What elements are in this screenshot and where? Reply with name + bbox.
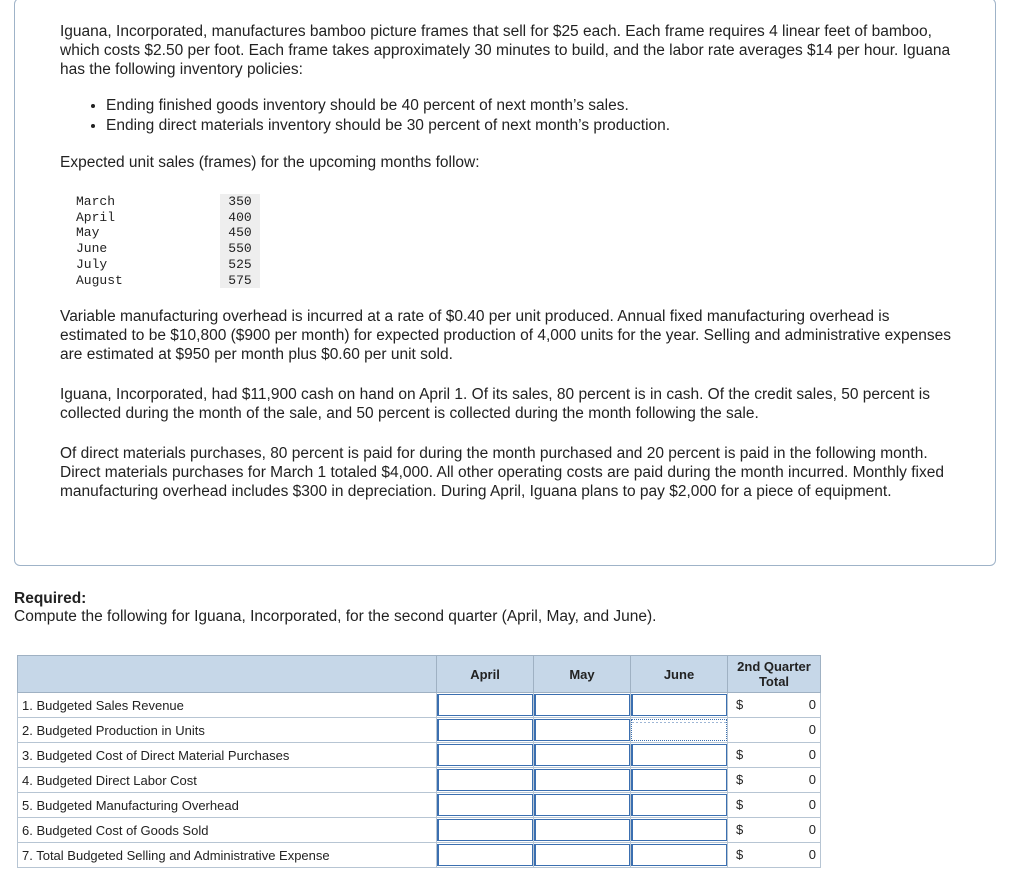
month-cell: August <box>76 272 123 288</box>
currency-symbol: $ <box>736 772 744 787</box>
total-value: 0 <box>808 722 816 737</box>
total-value: 0 <box>808 747 816 762</box>
required-text: Compute the following for Iguana, Incorporated, for the second quarter (April, May, and June). <box>14 608 657 625</box>
currency-symbol: $ <box>736 822 744 837</box>
units-cell: 400 <box>220 210 260 226</box>
may-input[interactable] <box>534 794 630 816</box>
may-input[interactable] <box>534 719 630 741</box>
units-cell: 350 <box>220 194 260 210</box>
header-quarter-total: 2nd Quarter Total <box>728 656 821 693</box>
units-cell: 450 <box>220 225 260 241</box>
april-input[interactable] <box>437 694 533 716</box>
policy-item: • Ending direct materials inventory should be 30 percent of next month’s production. <box>106 116 670 136</box>
quarter-total-cell <box>728 718 821 743</box>
month-cell: April <box>76 209 116 225</box>
month-cell: March <box>76 194 116 209</box>
april-input[interactable] <box>437 844 533 866</box>
total-value: 0 <box>808 847 816 862</box>
table-row <box>18 693 821 718</box>
overhead-paragraph: Variable manufacturing overhead is incurred at a rate of $0.40 per unit produced. Annual fixed manufacturing overhead is estimated to be $10,800 ($900 per month) for expected production of 4,000 units for the year. Selling and administrative expenses are estimated at $950 per month plus $0.60 per unit sold. <box>60 308 951 363</box>
table-row <box>18 818 821 843</box>
row-label: 4. Budgeted Direct Labor Cost <box>18 768 437 793</box>
units-cell: 525 <box>220 257 260 273</box>
row-label: 1. Budgeted Sales Revenue <box>18 693 437 718</box>
header-april: April <box>437 656 534 693</box>
may-input[interactable] <box>534 694 630 716</box>
quarter-total-cell <box>728 693 821 718</box>
currency-symbol: $ <box>736 697 744 712</box>
quarter-total-cell <box>728 818 821 843</box>
may-input[interactable] <box>534 819 630 841</box>
row-label: 2. Budgeted Production in Units <box>18 718 437 743</box>
units-cell: 575 <box>220 273 260 289</box>
june-input[interactable] <box>631 794 727 816</box>
may-input[interactable] <box>534 744 630 766</box>
row-label: 3. Budgeted Cost of Direct Material Purchases <box>18 743 437 768</box>
expected-sales-intro: Expected unit sales (frames) for the upcoming months follow: <box>60 154 480 171</box>
currency-symbol: $ <box>736 847 744 862</box>
table-row <box>72 210 260 226</box>
expected-sales-table <box>72 194 260 288</box>
month-cell: July <box>76 256 108 272</box>
quarter-total-cell <box>728 843 821 868</box>
inventory-policies-list <box>60 96 670 136</box>
april-input[interactable] <box>437 744 533 766</box>
april-input[interactable] <box>437 719 533 741</box>
table-row <box>72 241 260 257</box>
quarter-total-cell <box>728 768 821 793</box>
june-input[interactable] <box>631 769 727 791</box>
currency-symbol: $ <box>736 747 744 762</box>
month-cell: June <box>76 241 108 257</box>
table-row <box>72 225 260 241</box>
table-row <box>18 793 821 818</box>
table-row <box>18 718 821 743</box>
june-input[interactable] <box>631 844 727 866</box>
row-label: 7. Total Budgeted Selling and Administrative Expense <box>18 843 437 868</box>
table-row <box>72 257 260 273</box>
quarter-total-cell <box>728 743 821 768</box>
units-cell: 550 <box>220 241 260 257</box>
table-row <box>72 273 260 289</box>
policy-item: • Ending finished goods inventory should be 40 percent of next month’s sales. <box>106 96 670 116</box>
total-value: 0 <box>808 797 816 812</box>
april-input[interactable] <box>437 769 533 791</box>
row-label: 5. Budgeted Manufacturing Overhead <box>18 793 437 818</box>
month-cell: May <box>76 225 100 241</box>
blank-header <box>18 656 437 693</box>
budget-answer-table <box>17 655 821 868</box>
june-input[interactable] <box>631 819 727 841</box>
total-value: 0 <box>808 772 816 787</box>
table-row <box>18 743 821 768</box>
april-input[interactable] <box>437 794 533 816</box>
total-value: 0 <box>808 822 816 837</box>
april-input[interactable] <box>437 819 533 841</box>
table-row <box>18 843 821 868</box>
may-input[interactable] <box>534 769 630 791</box>
table-row <box>18 768 821 793</box>
header-may: May <box>534 656 631 693</box>
required-heading: Required: <box>14 590 87 607</box>
purchases-paragraph: Of direct materials purchases, 80 percent is paid for during the month purchased and 20 percent is paid in the following month. Direct materials purchases for March 1 totaled $4,000. All other operating costs are paid during the month incurred. Monthly fixed manufacturing overhead includes $300 in depreciation. During April, Iguana plans to pay $2,000 for a piece of equipment. <box>60 445 944 500</box>
june-input[interactable] <box>631 744 727 766</box>
cash-paragraph: Iguana, Incorporated, had $11,900 cash on hand on April 1. Of its sales, 80 percent is in cash. Of the credit sales, 50 percent is collected during the month of the sale, and 50 percent is collected during the month following the sale. <box>60 386 930 422</box>
may-input[interactable] <box>534 844 630 866</box>
june-input[interactable] <box>631 694 727 716</box>
currency-symbol: $ <box>736 797 744 812</box>
table-row <box>72 194 260 210</box>
quarter-total-cell <box>728 793 821 818</box>
table-header-row <box>18 656 821 693</box>
row-label: 6. Budgeted Cost of Goods Sold <box>18 818 437 843</box>
total-value: 0 <box>808 697 816 712</box>
intro-paragraph: Iguana, Incorporated, manufactures bamboo picture frames that sell for $25 each. Each frame requires 4 linear feet of bamboo, which costs $2.50 per foot. Each frame takes approximately 30 minutes to build, and the labor rate averages $14 per hour. Iguana has the following inventory policies: <box>60 23 951 78</box>
header-june: June <box>631 656 728 693</box>
june-input[interactable] <box>631 719 727 741</box>
